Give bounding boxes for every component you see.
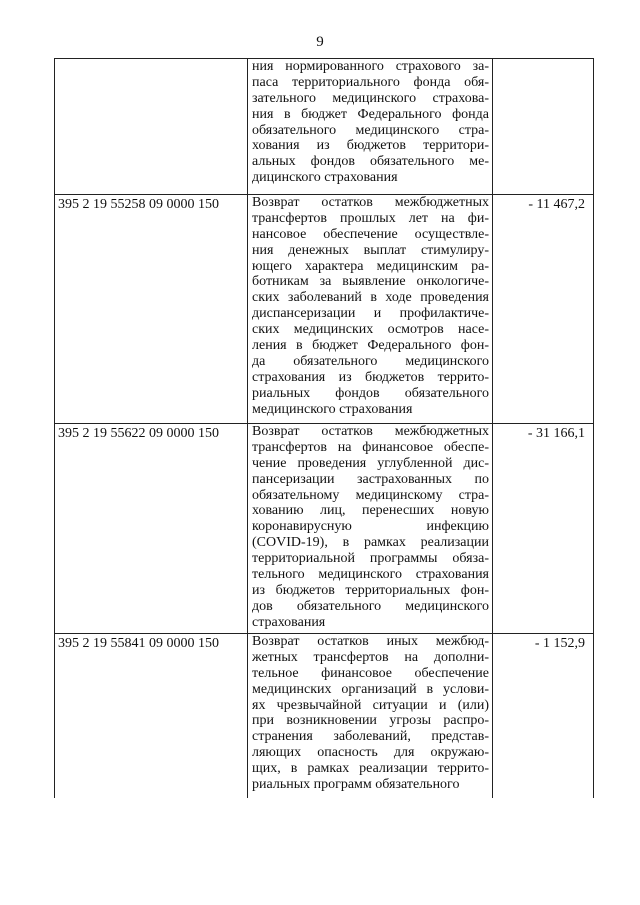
description-line: диспансеризации и профилактиче- [252,306,489,322]
budget-code-cell: 395 2 19 55841 09 0000 150 [55,634,248,799]
table-row [55,195,594,424]
description-line: чение проведения углубленной дис- [252,455,489,471]
description-line: хованию лиц, перенесших новую [252,503,489,519]
description-line: ния денежных выплат стимулиру- [252,242,489,258]
description-line: коронавирусную инфекцию [252,519,489,535]
description-line: трансфертов прошлых лет на фи- [252,210,489,226]
table-row [55,424,594,634]
budget-table [54,58,594,798]
description-line: при возникновении угрозы распро- [252,713,489,729]
table-row [55,634,594,799]
description-line: Возврат остатков межбюджетных [252,195,489,210]
description-line: ляющих опасность для окружаю- [252,745,489,761]
description-line: ления в бюджет Федерального фон- [252,338,489,354]
description-line: (COVID-19), в рамках реализации [252,535,489,551]
budget-code-cell [55,59,248,195]
amount-cell: - 31 166,1 [493,424,594,634]
description-line: пансеризации застрахованных по [252,471,489,487]
description-line: хования из бюджетов территори- [252,138,489,154]
description-line: медицинских организаций в услови- [252,681,489,697]
description-line: ских медицинских осмотров насе- [252,322,489,338]
description-line: из бюджетов территориальных фон- [252,582,489,598]
description-line: страхования из бюджетов террито- [252,369,489,385]
description-line: ния в бюджет Федерального фонда [252,106,489,122]
description-cell [248,634,493,799]
description-line: Возврат остатков иных межбюд- [252,634,489,649]
budget-code-cell: 395 2 19 55622 09 0000 150 [55,424,248,634]
description-line: дицинского страхования [252,170,398,186]
description-line: медицинского страхования [252,401,413,417]
description-line: альных фондов обязательного ме- [252,154,489,170]
description-cell [248,195,493,424]
description-line: ях чрезвычайной ситуации и (или) [252,697,489,713]
description-line: обязательного медицинского стра- [252,122,489,138]
description-line: риальных фондов обязательного [252,385,489,401]
description-cell [248,424,493,634]
description-line: дов обязательного медицинского [252,598,489,614]
description-line: ботникам за выявление онкологиче- [252,274,489,290]
page-number: 9 [316,34,324,50]
description-line: нансовое обеспечение осуществле- [252,226,489,242]
amount-cell [493,59,594,195]
description-line: тельного медицинского страхования [252,567,489,583]
description-line: щих, в рамках реализации террито- [252,761,489,777]
budget-code-cell: 395 2 19 55258 09 0000 150 [55,195,248,424]
description-line: зательного медицинского страхова- [252,90,489,106]
description-line: ния нормированного страхового за- [252,59,489,74]
description-line: да обязательного медицинского [252,353,489,369]
description-line: обязательному медицинскому стра- [252,487,489,503]
description-cell [248,59,493,195]
description-line: ющего характера медицинским ра- [252,258,489,274]
description-line: ских заболеваний в ходе проведения [252,290,489,306]
amount-cell: - 1 152,9 [493,634,594,799]
description-line: риальных программ обязательного [252,777,460,793]
amount-cell: - 11 467,2 [493,195,594,424]
description-line: странения заболеваний, представ- [252,729,489,745]
description-line: трансфертов на финансовое обеспе- [252,439,489,455]
description-line: паса территориального фонда обя- [252,74,489,90]
table-row [55,59,594,195]
description-line: Возврат остатков межбюджетных [252,424,489,439]
description-line: территориальной программы обяза- [252,551,489,567]
description-line: жетных трансфертов на дополни- [252,649,489,665]
description-line: страхования [252,614,326,630]
description-line: тельное финансовое обеспечение [252,665,489,681]
